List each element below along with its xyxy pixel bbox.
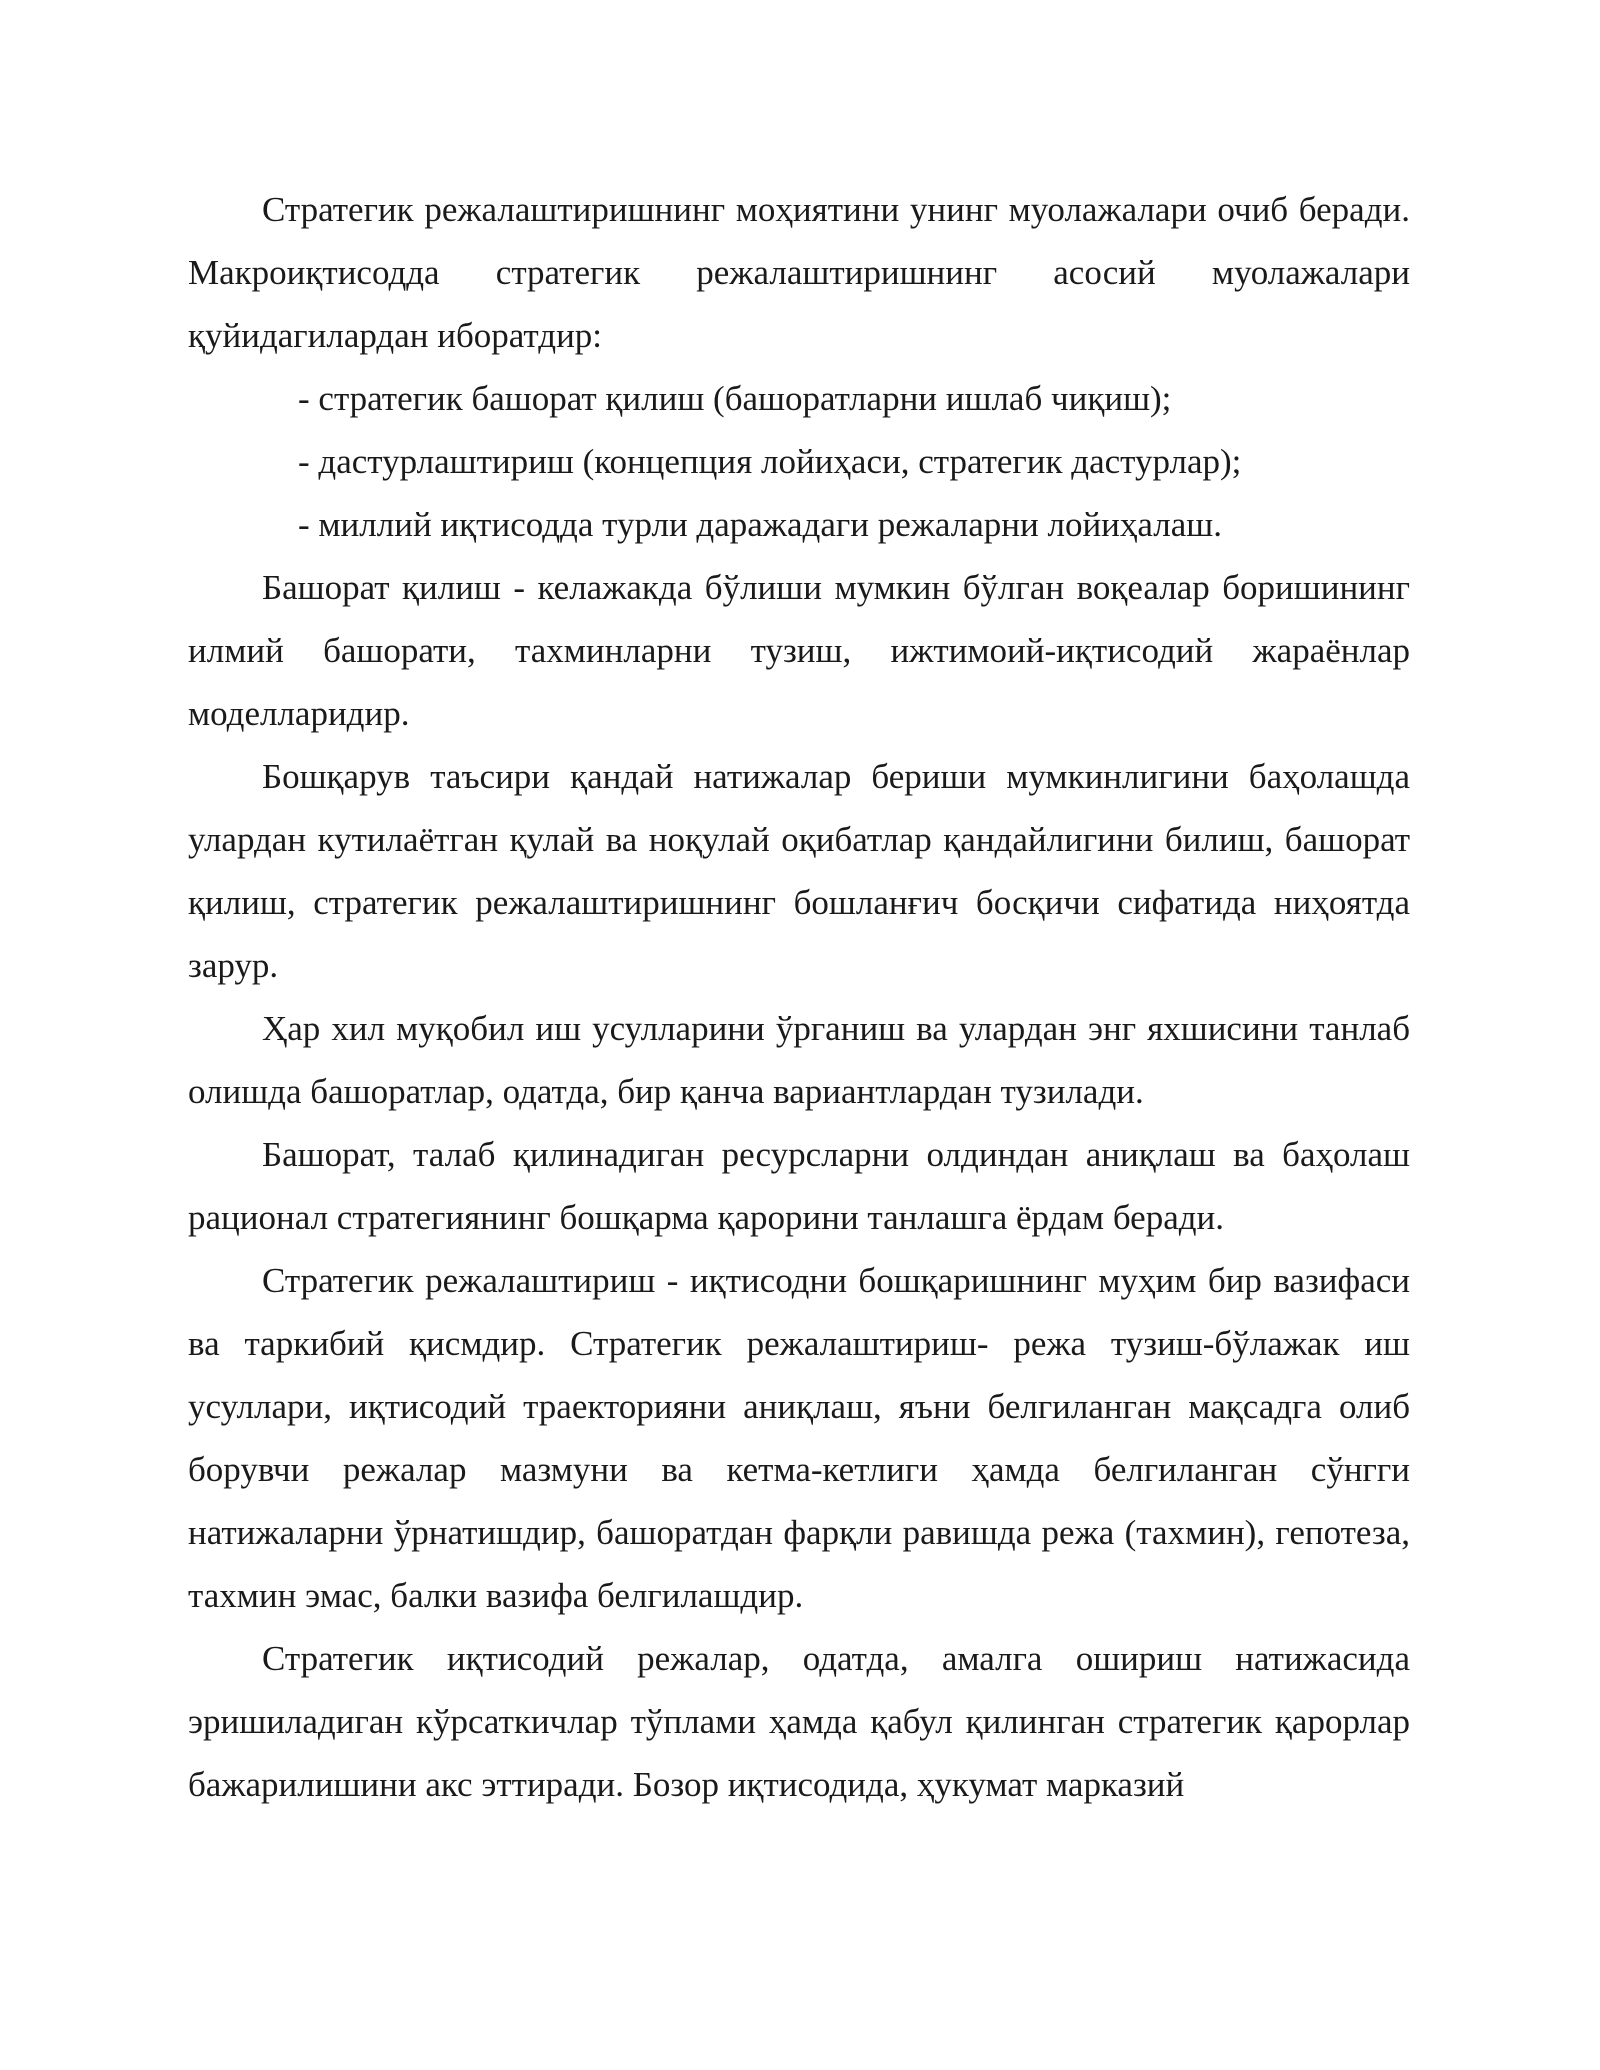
paragraph-resources: Башорат, талаб қилинадиган ресурсларни олдиндан аниқлаш ва баҳолаш рационал стратегиянинг бошқарма қарорини танлашга ёрдам беради.	[188, 1135, 1410, 1237]
document-page	[188, 178, 1410, 1816]
list-item-forecasting: - стратегик башорат қилиш (башоратларни ишлаб чиқиш);	[298, 379, 1172, 418]
paragraph-intro: Стратегик режалаштиришнинг моҳиятини унинг муолажалари очиб беради. Макроиқтисодда стратегик режалаштиришнинг асосий муолажалари қуйидагилардан иборатдир:	[188, 190, 1410, 355]
paragraph-management-impact: Бошқарув таъсири қандай натижалар бериши мумкинлигини баҳолашда улардан кутилаётган қулай ва ноқулай оқибатлар қандайлигини билиш, башорат қилиш, стратегик режалаштиришнинг бошланғич босқичи сифатида ниҳоятда зарур.	[188, 757, 1410, 985]
paragraph-economic-plans: Стратегик иқтисодий режалар, одатда, амалга ошириш натижасида эришиладиган кўрсаткичлар тўплами ҳамда қабул қилинган стратегик қарорлар бажарилишини акс эттиради. Бозор иқтисодида, ҳукумат марказий	[188, 1639, 1410, 1804]
paragraph-forecast-definition: Башорат қилиш - келажакда бўлиши мумкин бўлган воқеалар боришининг илмий башорати, тахминларни тузиш, ижтимоий-иқтисодий жараёнлар моделларидир.	[188, 568, 1410, 733]
paragraph-alternatives: Ҳар хил муқобил иш усулларини ўрганиш ва улардан энг яхшисини танлаб олишда башоратлар, одатда, бир қанча вариантлардан тузилади.	[188, 1009, 1410, 1111]
list-item-programming: - дастурлаштириш (концепция лойиҳаси, стратегик дастурлар);	[298, 442, 1242, 481]
list-item-planning: - миллий иқтисодда турли даражадаги режаларни лойиҳалаш.	[298, 505, 1222, 544]
paragraph-strategic-planning: Стратегик режалаштириш - иқтисодни бошқаришнинг муҳим бир вазифаси ва таркибий қисмдир. Стратегик режалаштириш- режа тузиш-бўлажак иш усуллари, иқтисодий траекторияни аниқлаш, яъни белгиланган мақсадга олиб борувчи режалар мазмуни ва кетма-кетлиги ҳамда белгиланган сўнгги натижаларни ўрнатишдир, башоратдан фарқли равишда режа (тахмин), гепотеза, тахмин эмас, балки вазифа белгилашдир.	[188, 1261, 1410, 1615]
